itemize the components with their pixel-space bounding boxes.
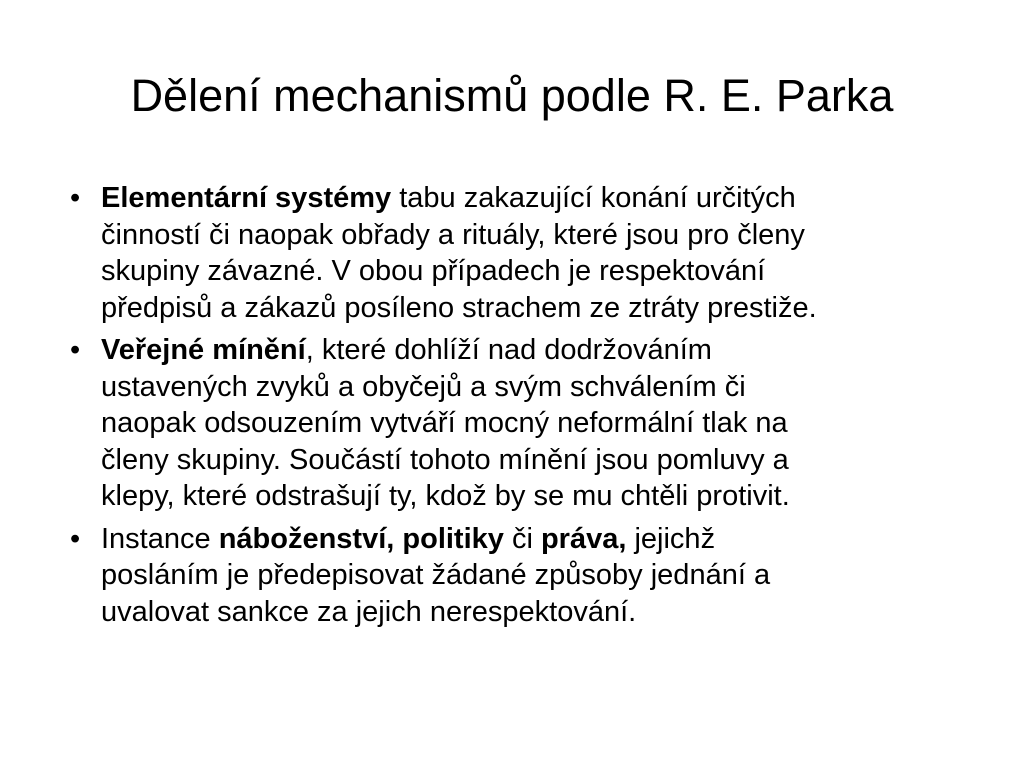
bullet-line [101, 217, 970, 254]
bullet-list [70, 180, 970, 636]
bullet-line [101, 557, 970, 594]
bullet-marker: • [70, 522, 81, 555]
text-run: tabu zakazující konání určitých [391, 182, 796, 214]
bullet-line [101, 442, 970, 479]
slide-title: Dělení mechanismů podle R. E. Parka [130, 70, 894, 121]
text-run: jejichž [626, 522, 716, 555]
bold-text: náboženství, politiky [218, 522, 504, 555]
bullet-line [101, 369, 970, 406]
bullet-line [101, 405, 970, 442]
bullet-marker: • [70, 182, 81, 214]
text-run: členy skupiny. Součástí tohoto mínění jsou pomluvy a [101, 443, 789, 476]
text-run: Instance [101, 522, 219, 555]
text-run: uvalovat sankce za jejich nerespektování. [101, 595, 637, 628]
text-run: posláním je předepisovat žádané způsoby jednání a [101, 559, 771, 591]
text-run: či [503, 522, 541, 555]
bold-text: práva, [540, 522, 627, 555]
text-run: předpisů a zákazů posíleno strachem ze ztráty prestiže. [101, 291, 817, 324]
bullet-line [101, 521, 970, 558]
text-run: naopak odsouzením vytváří mocný neformální tlak na [101, 407, 788, 439]
text-run: , které dohlíží nad dodržováním [305, 334, 712, 366]
bullet-line [101, 332, 970, 369]
bullet-item [70, 521, 970, 631]
text-run: klepy, které odstrašují ty, kdož by se mu chtěli protivit. [101, 480, 790, 512]
text-run: ustavených zvyků a obyčejů a svým schválením či [101, 370, 746, 403]
bullet-line [101, 253, 970, 290]
bullet-line [101, 594, 970, 631]
bullet-line [101, 478, 970, 515]
bullet-line [101, 180, 970, 217]
text-run: činností či naopak obřady a rituály, které jsou pro členy [101, 218, 805, 251]
bullet-marker: • [70, 334, 81, 366]
bullet-item [70, 332, 970, 515]
bold-text: Elementární systémy [101, 182, 392, 214]
text-run: skupiny závazné. V obou případech je respektování [101, 255, 766, 287]
bold-text: Veřejné mínění [101, 334, 306, 366]
bullet-line [101, 290, 970, 327]
bullet-item [70, 180, 970, 326]
